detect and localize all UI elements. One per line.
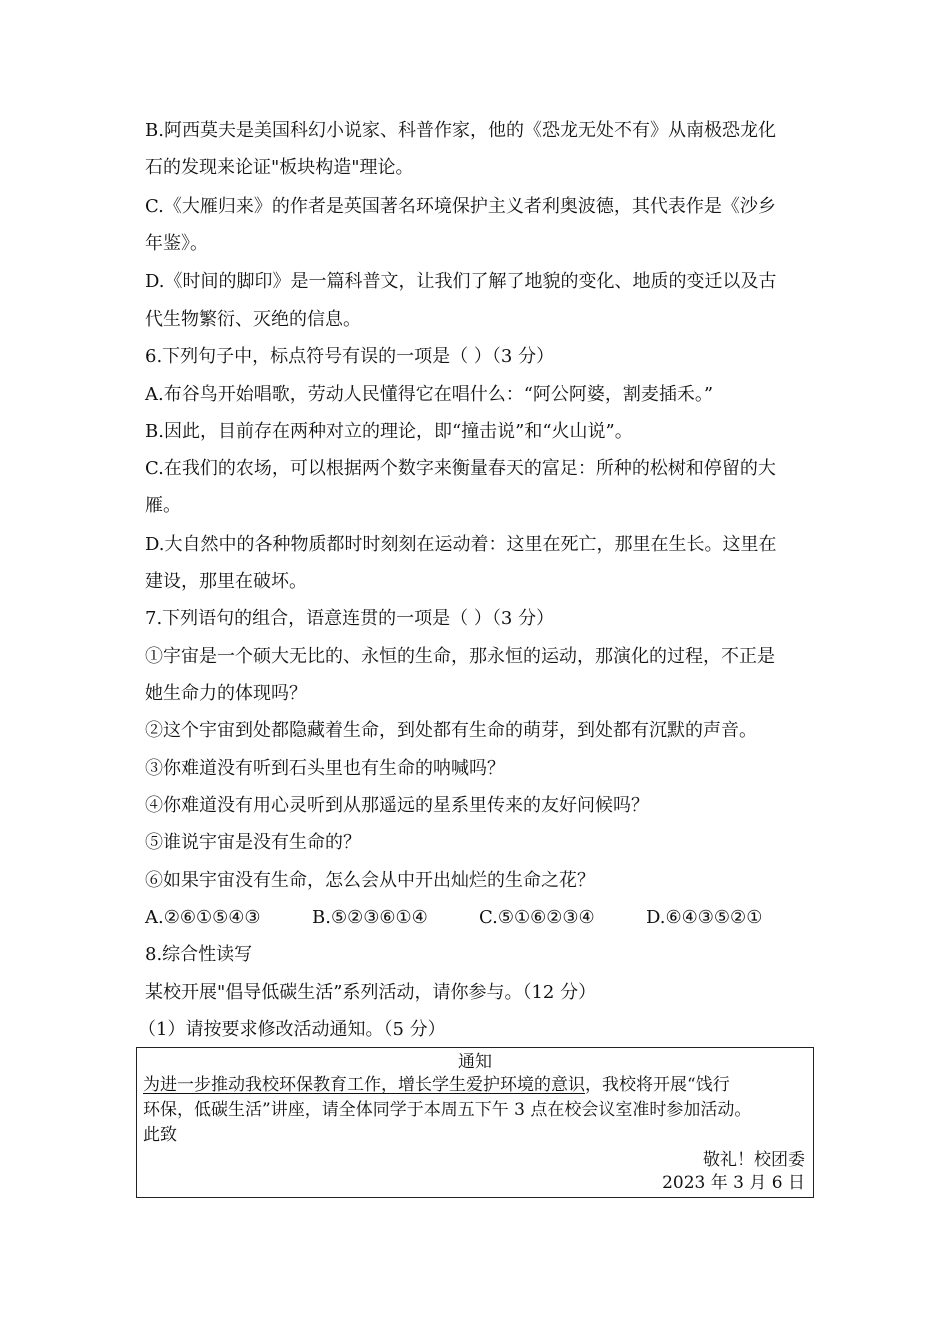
option-d-line-1: D.《时间的脚印》是一篇科普文，让我们了解了地貌的变化、地质的变迁以及古: [145, 271, 777, 292]
q7-sentence-2: ②这个宇宙到处都隐藏着生命，到处都有生命的萌芽，到处都有沉默的声音。: [145, 720, 757, 741]
option-c-line-2: 年鉴》。: [145, 233, 208, 254]
q7-sentence-4: ④你难道没有用心灵听到从那遥远的星系里传来的友好问候吗？: [145, 795, 649, 816]
q6-option-d-line-2: 建设，那里在破坏。: [145, 571, 307, 592]
q7-sentence-1-line-2: 她生命力的体现吗？: [145, 683, 307, 704]
question-7-stem: 7.下列语句的组合，语意连贯的一项是（ ）（3 分）: [145, 608, 555, 629]
q6-option-c-line-1: C.在我们的农场，可以根据两个数字来衡量春天的富足：所种的松树和停留的大: [145, 458, 776, 479]
notice-closing: 敬礼！校团委: [703, 1150, 805, 1170]
notice-date: 2023 年 3 月 6 日: [662, 1173, 805, 1193]
notice-underlined-sentence: 为进一步推动我校环保教育工作，增长学生爱护环境的意识: [143, 1075, 585, 1095]
q7-option-c: C.⑤①⑥②③④: [479, 907, 595, 928]
question-8-intro: 某校开展"倡导低碳生活”系列活动，请你参与。（12 分）: [145, 982, 597, 1003]
q7-option-b: B.⑤②③⑥①④: [312, 907, 428, 928]
option-b-line-2: 石的发现来论证"板块构造"理论。: [145, 157, 414, 178]
q7-option-a: A.②⑥①⑤④③: [145, 907, 261, 928]
q7-sentence-3: ③你难道没有听到石头里也有生命的呐喊吗？: [145, 758, 505, 779]
question-6-stem: 6.下列句子中，标点符号有误的一项是（ ）（3 分）: [145, 346, 555, 367]
notice-line-3: 此致: [143, 1125, 177, 1145]
q7-option-d: D.⑥④③⑤②①: [646, 907, 763, 928]
notice-box: [136, 1047, 814, 1198]
notice-title: 通知: [458, 1052, 492, 1072]
q7-sentence-1-line-1: ①宇宙是一个硕大无比的、永恒的生命，那永恒的运动，那演化的过程，不正是: [145, 646, 775, 667]
q6-option-d-line-1: D.大自然中的各种物质都时时刻刻在运动着：这里在死亡，那里在生长。这里在: [145, 534, 777, 555]
question-8-heading: 8.综合性读写: [145, 944, 253, 965]
q7-sentence-5: ⑤谁说宇宙是没有生命的？: [145, 832, 361, 853]
q6-option-a: A.布谷鸟开始唱歌，劳动人民懂得它在唱什么：“阿公阿婆，割麦插禾。”: [145, 384, 714, 405]
q6-option-c-line-2: 雁。: [145, 495, 181, 516]
option-d-line-2: 代生物繁衍、灭绝的信息。: [145, 309, 361, 330]
notice-line-1: [143, 1074, 730, 1096]
option-c-line-1: C.《大雁归来》的作者是英国著名环境保护主义者利奥波德，其代表作是《沙乡: [145, 196, 776, 217]
q6-option-b: B.因此，目前存在两种对立的理论，即“撞击说”和“火山说”。: [145, 421, 633, 442]
q7-sentence-6: ⑥如果宇宙没有生命，怎么会从中开出灿烂的生命之花？: [145, 870, 595, 891]
notice-line-1-rest: ，我校将开展“饯行: [585, 1075, 730, 1095]
notice-line-2: 环保，低碳生活”讲座，请全体同学于本周五下午 3 点在校会议室准时参加活动。: [143, 1100, 752, 1120]
option-b-line-1: B.阿西莫夫是美国科幻小说家、科普作家，他的《恐龙无处不有》从南极恐龙化: [145, 120, 776, 141]
q7-options: [145, 905, 815, 931]
question-8-sub-1: （1）请按要求修改活动通知。（5 分）: [138, 1019, 446, 1040]
